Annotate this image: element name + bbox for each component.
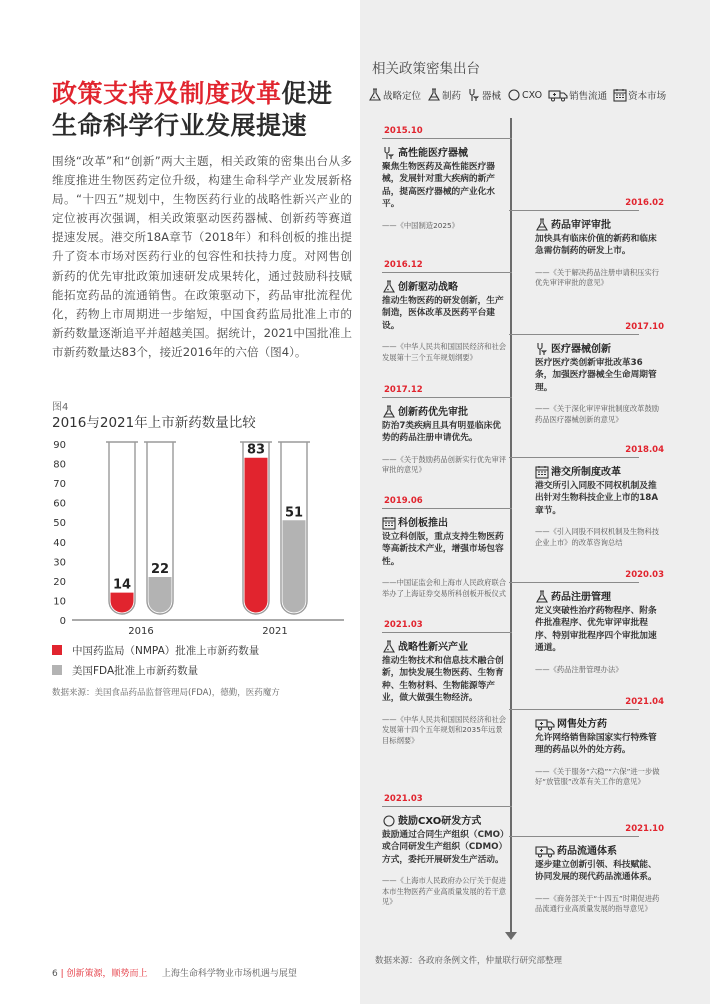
y-tick-label: 40 — [53, 537, 66, 549]
event-connector-line — [382, 138, 512, 139]
event-header — [382, 814, 507, 828]
footer-section: 创新策源，顺势而上 — [66, 969, 148, 979]
event-date: 2016.02 — [625, 198, 664, 208]
title-rest: 促进生命科学行业发展提速 — [52, 79, 333, 140]
strategy-icon — [368, 88, 383, 102]
event-description: 定义突破性治疗药物程序、附条件批准程序、优先审评审批程序、特别审批程序四个审批加速通道。 — [535, 606, 657, 654]
category-5 — [613, 88, 666, 102]
chart-legend — [52, 640, 352, 680]
truck-icon — [535, 717, 555, 731]
event-connector-line — [382, 806, 512, 807]
timeline-event — [382, 793, 507, 908]
event-date: 2019.06 — [384, 496, 423, 506]
x-tick-label: 2016 — [128, 626, 154, 637]
event-description: 港交所引入同股不同权机制及推出针对生物科技企业上市的18A章节。 — [535, 481, 659, 516]
event-reference: ——《商务部关于“十四五”时期促进药品流通行业高质量发展的指导意见》 — [535, 893, 660, 914]
legend-swatch-fda — [52, 665, 62, 675]
event-reference: ——《中华人民共和国国民经济和社会发展第十三个五年规划纲要》 — [382, 342, 507, 362]
event-name: 高性能医疗器械 — [398, 148, 468, 159]
event-date: 2021.03 — [384, 620, 423, 630]
pharma-icon — [382, 405, 396, 419]
event-reference: ——《关于服务“六稳”“六保”进一步做好“放管服”改革有关工作的意见》 — [535, 766, 660, 787]
event-name: 创新药优先审批 — [398, 407, 468, 418]
event-name: 网售处方药 — [557, 719, 607, 730]
footer-divider-space — [150, 969, 159, 979]
category-0 — [368, 88, 421, 102]
category-3 — [507, 88, 542, 102]
event-name: 港交所制度改革 — [551, 467, 621, 478]
strategy-icon — [382, 280, 396, 294]
timeline-event — [535, 823, 664, 915]
timeline-event — [535, 321, 664, 425]
x-tick-label: 2021 — [262, 626, 288, 637]
page-number: 6 — [52, 969, 58, 979]
event-connector-line — [382, 508, 512, 509]
y-tick-label: 20 — [53, 576, 66, 588]
footer-divider: | — [60, 969, 64, 979]
timeline-event — [382, 619, 507, 746]
new-drug-approvals-chart — [52, 434, 352, 640]
figure-title: 2016与2021年上市新药数量比较 — [52, 415, 256, 431]
y-tick-label: 0 — [59, 616, 66, 627]
legend-item-nmpa — [52, 640, 352, 660]
truck-icon — [548, 88, 569, 102]
y-tick-label: 60 — [53, 498, 66, 510]
bar-fda-2021 — [283, 520, 306, 612]
event-reference: ——《药品注册管理办法》 — [535, 664, 623, 674]
title-highlight: 政策支持及制度改革 — [52, 79, 282, 108]
event-reference: ——《中国制造2025》 — [382, 220, 459, 230]
event-description: 推动生物医药的研发创新，生产制造，医体改革及医药平台建设。 — [382, 296, 504, 331]
footer-document-title: 上海生命科学物业市场机遇与展望 — [161, 969, 297, 979]
timeline-event — [382, 125, 507, 231]
event-header — [535, 844, 660, 858]
page-title — [52, 78, 352, 142]
category-label: 销售流通 — [569, 91, 608, 102]
event-name: 科创板推出 — [398, 518, 448, 529]
y-tick-label: 90 — [53, 440, 66, 451]
y-tick-label: 70 — [53, 479, 66, 491]
timeline-event — [382, 259, 507, 363]
event-name: 鼓励CXO研发方式 — [398, 816, 482, 827]
timeline-axis — [510, 118, 512, 934]
pharma-icon — [427, 88, 442, 102]
event-header — [535, 218, 660, 232]
event-name: 药品注册管理 — [551, 592, 611, 603]
event-connector-line — [509, 210, 639, 211]
device-icon — [467, 88, 482, 102]
event-date: 2016.12 — [384, 260, 423, 270]
bar-nmpa-2016 — [111, 593, 134, 613]
page-footer — [52, 966, 297, 979]
y-tick-label: 30 — [53, 557, 66, 569]
data-label: 83 — [246, 442, 266, 458]
event-reference: ——《关于解决药品注册申请积压实行优先审评审批的意见》 — [535, 267, 660, 288]
event-name: 医疗器械创新 — [551, 344, 611, 355]
event-connector-line — [509, 334, 639, 335]
event-description: 设立科创版，重点支持生物医药等高新技术产业，增强市场包容性。 — [382, 532, 504, 567]
event-description: 聚焦生物医药及高性能医疗器械，发展针对重大疾病的新产品，提高医疗器械的产业化水平。 — [382, 162, 495, 210]
legend-label-nmpa: 中国药监局（NMPA）批准上市新药数量 — [72, 644, 260, 657]
data-label: 22 — [150, 561, 170, 577]
event-description: 医疗医疗类创新审批改革36条，加强医疗器械全生命周期管理。 — [535, 358, 657, 393]
body-paragraph: 围绕“改革”和“创新”两大主题，相关政策的密集出台从多维度推进生物医药定位升级，构建生命科学产业发展新格局。“十四五”规划中，生物医药行业的战略性新兴产业的定位被再次强调，相关政策驱动医药器械、创新药等赛道提速发展。港交所18A章节（2018年）和科创板的推出提升了资本市场对医药行业的包容性和扶持力度。对网售创新药的优先审批政策加速研发成果转化，通过鼓励科技赋能拓宽药品的流通销售。在政策驱动下，药品审批流程优化，药物上市周期进一步缩短，中国食药监局批准上市的新药数量逐渐追平并超越美国。据统计，2021中国批准上市新药数量达83个，接近2016年的六倍（图4）。 — [52, 154, 352, 359]
cxo-icon — [382, 814, 396, 828]
category-4 — [548, 88, 607, 102]
category-legend — [368, 88, 708, 102]
cxo-icon — [507, 88, 522, 102]
bar-fda-2016 — [149, 577, 172, 613]
calendar-icon — [613, 88, 628, 102]
event-date: 2017.10 — [625, 322, 664, 332]
category-2 — [467, 88, 501, 102]
timeline-title: 相关政策密集出台 — [372, 61, 480, 77]
pharma-icon — [535, 590, 549, 604]
event-reference: ——《关于鼓励药品创新实行优先审评审批的意见》 — [382, 454, 507, 475]
event-description: 加快具有临床价值的新药和临床急需仿制药的研发上市。 — [535, 234, 657, 257]
event-name: 药品流通体系 — [557, 846, 617, 857]
timeline-event — [535, 197, 664, 289]
event-reference: ——《上海市人民政府办公厅关于促进本市生物医药产业高质量发展的若干意见》 — [382, 876, 507, 907]
y-tick-label: 80 — [53, 459, 66, 471]
y-tick-label: 10 — [53, 596, 66, 608]
event-header — [535, 465, 660, 479]
event-header — [535, 342, 660, 356]
pharma-icon — [535, 218, 549, 232]
event-reference: ——中国证监会和上海市人民政府联合举办了上海证券交易所科创板开板仪式 — [382, 578, 507, 598]
event-date: 2018.04 — [625, 445, 664, 455]
strategy-icon — [382, 640, 396, 654]
timeline-event — [535, 696, 664, 788]
category-label: 制药 — [442, 91, 462, 102]
event-connector-line — [382, 397, 512, 398]
timeline-event — [535, 444, 664, 548]
y-tick-label: 50 — [53, 518, 66, 530]
timeline-axis-arrow — [505, 932, 517, 940]
category-1 — [427, 88, 461, 102]
data-label: 51 — [284, 505, 304, 521]
event-description: 鼓励通过合同生产组织（CMO）或合同研发生产组织（CDMO）方式，委托开展研发生产活动。 — [382, 830, 505, 865]
event-date: 2020.03 — [625, 570, 664, 580]
category-label: 资本市场 — [628, 91, 667, 102]
event-connector-line — [382, 272, 512, 273]
truck-icon — [535, 844, 555, 858]
event-connector-line — [509, 582, 639, 583]
category-label: CXO — [522, 89, 543, 101]
event-reference: ——《关于深化审评审批制度改革鼓励药品医疗器械创新的意见》 — [535, 404, 660, 424]
event-reference: ——《引入同股不同权机制及生物科技企业上市》的改革咨询总结 — [535, 527, 660, 547]
event-date: 2021.10 — [625, 824, 664, 834]
event-header — [382, 146, 507, 160]
device-icon — [535, 342, 549, 356]
data-label: 14 — [112, 577, 132, 593]
device-icon — [382, 146, 396, 160]
bar-nmpa-2021 — [245, 458, 268, 613]
event-name: 药品审评审批 — [551, 220, 611, 231]
event-date: 2021.03 — [384, 794, 423, 804]
event-header — [382, 280, 507, 294]
category-label: 战略定位 — [383, 91, 422, 102]
event-reference: ——《中华人民共和国国民经济和社会发展第十四个五年规划和2035年远景目标纲要》 — [382, 714, 507, 745]
legend-label-fda: 美国FDA批准上市新药数量 — [72, 664, 199, 677]
event-connector-line — [509, 836, 639, 837]
timeline-source: 数据来源：各政府条例文件，仲量联行研究部整理 — [375, 956, 563, 966]
figure-label: 图4 — [52, 402, 69, 413]
category-label: 器械 — [482, 91, 502, 102]
event-description: 允许网络销售除国家实行特殊管理的药品以外的处方药。 — [535, 733, 657, 756]
legend-item-fda — [52, 660, 352, 680]
event-connector-line — [382, 632, 512, 633]
event-name: 战略性新兴产业 — [398, 642, 468, 653]
event-header — [382, 516, 507, 530]
event-connector-line — [509, 457, 639, 458]
calendar-icon — [382, 516, 396, 530]
event-date: 2021.04 — [625, 697, 664, 707]
event-date: 2017.12 — [384, 385, 423, 395]
event-header — [382, 405, 507, 419]
event-description: 防治7类疾病且具有明显临床优势的药品注册申请优先。 — [382, 421, 501, 444]
event-header — [382, 640, 507, 654]
event-date: 2015.10 — [384, 126, 423, 136]
legend-swatch-nmpa — [52, 645, 62, 655]
timeline-event — [535, 569, 664, 675]
event-description: 推动生物技术和信息技术融合创新，加快发展生物医药、生物育种、生物材料、生物能源等产业，做大做强生物经济。 — [382, 656, 504, 704]
timeline-event — [382, 384, 507, 476]
event-header — [535, 717, 660, 731]
event-header — [535, 590, 660, 604]
event-connector-line — [509, 709, 639, 710]
event-name: 创新驱动战略 — [398, 282, 458, 293]
chart-source: 数据来源：美国食品药品监督管理局(FDA)，德勤，医药魔方 — [52, 688, 280, 698]
event-description: 逐步建立创新引领、科技赋能、协同发展的现代药品流通体系。 — [535, 860, 657, 883]
calendar-icon — [535, 465, 549, 479]
timeline-event — [382, 495, 507, 599]
